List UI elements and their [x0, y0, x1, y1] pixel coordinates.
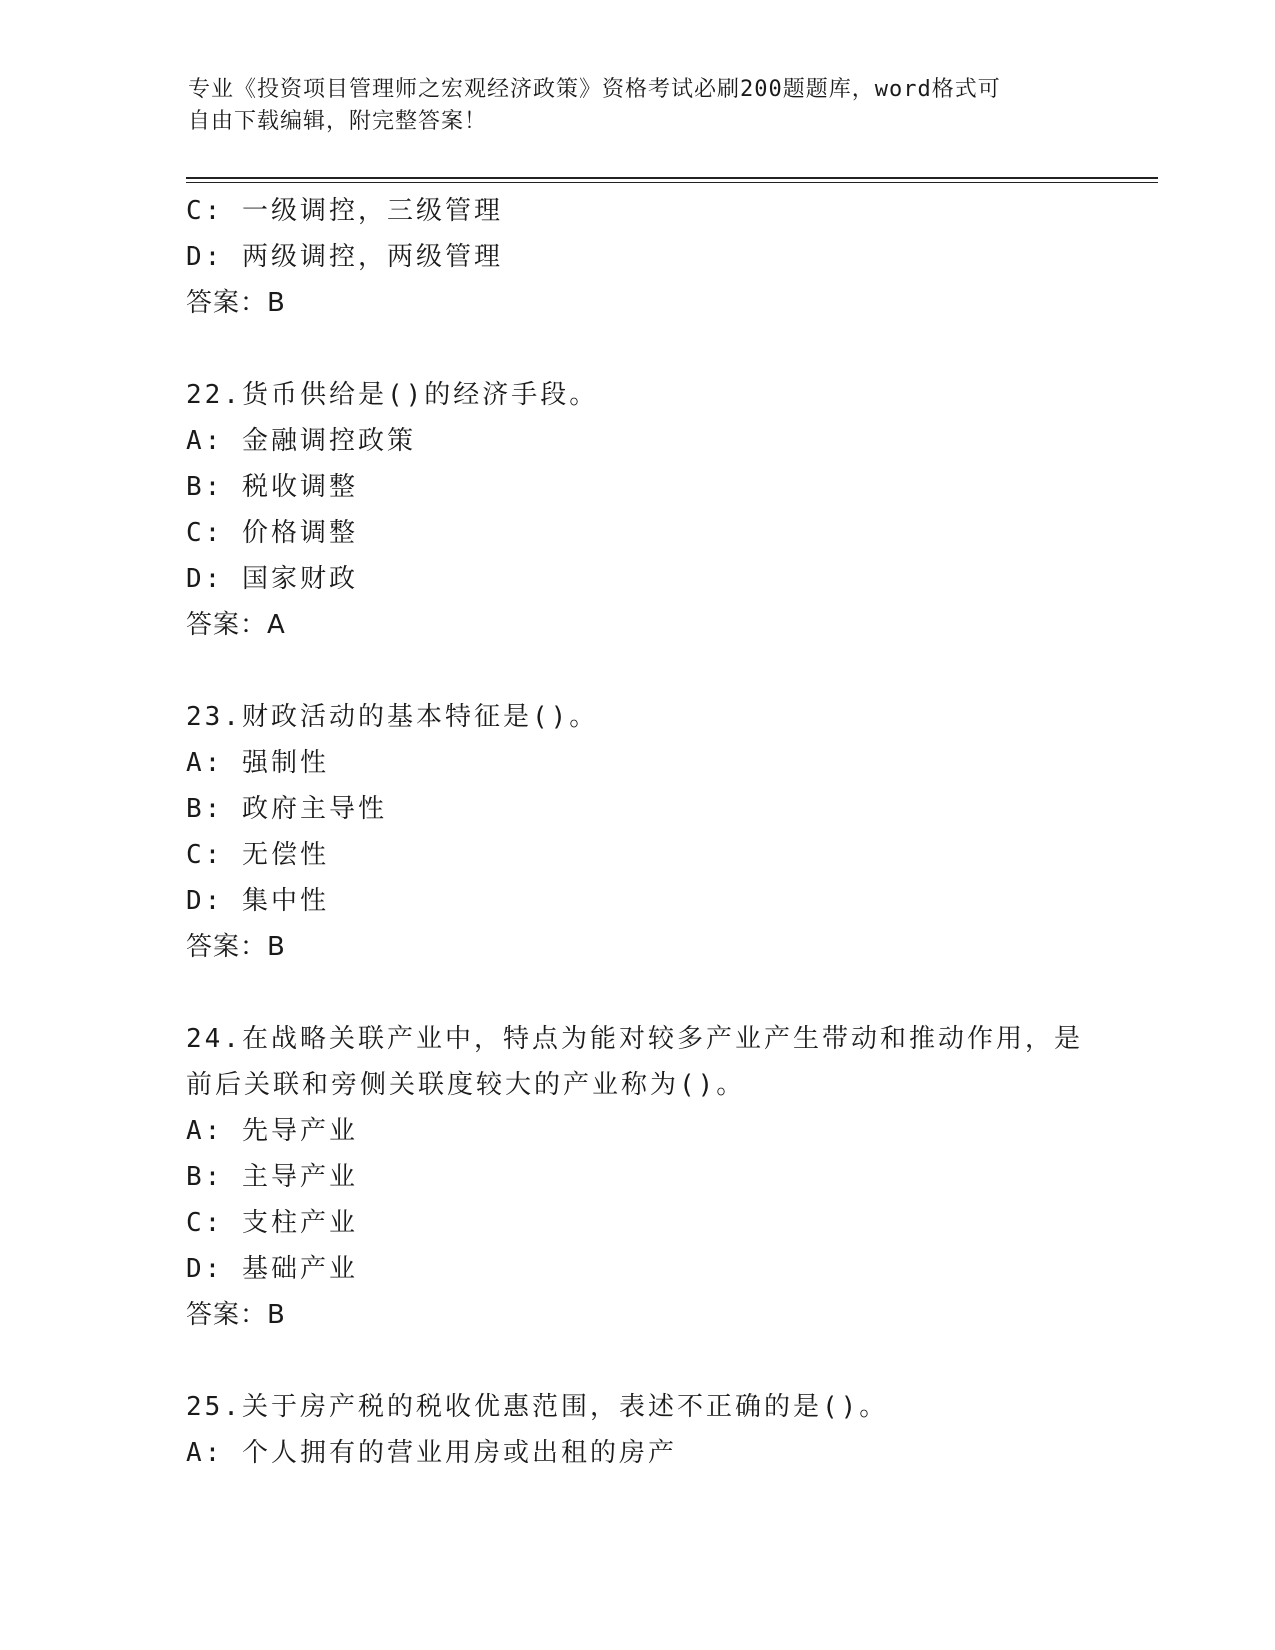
- option: D: 两级调控，两级管理: [186, 242, 503, 272]
- option: B: 政府主导性: [186, 794, 387, 824]
- question-stem: 23.财政活动的基本特征是()。: [186, 702, 599, 732]
- option: C: 无偿性: [186, 840, 329, 870]
- option: C: 支柱产业: [186, 1208, 358, 1238]
- header-line: 专业《投资项目管理师之宏观经济政策》资格考试必刷200题题库，word格式可: [188, 77, 1001, 102]
- question-stem: 25.关于房产税的税收优惠范围，表述不正确的是()。: [186, 1392, 889, 1422]
- document-header: [188, 74, 1068, 138]
- header-rule: [186, 177, 1158, 179]
- question-stem: 22.货币供给是()的经济手段。: [186, 380, 599, 410]
- header-line: 自由下载编辑，附完整答案！: [188, 109, 488, 134]
- option: D: 基础产业: [186, 1254, 358, 1284]
- question-23: [186, 694, 1086, 970]
- option: B: 税收调整: [186, 472, 358, 502]
- question-list: [186, 188, 1086, 1476]
- option: C: 价格调整: [186, 518, 358, 548]
- option: C: 一级调控，三级管理: [186, 196, 503, 226]
- question-22: [186, 372, 1086, 648]
- option: D: 国家财政: [186, 564, 358, 594]
- answer: 答案：A: [186, 610, 286, 640]
- answer: 答案：B: [186, 288, 286, 318]
- answer: 答案：B: [186, 932, 286, 962]
- question-continuation: [186, 188, 1086, 326]
- option: D: 集中性: [186, 886, 329, 916]
- option: A: 个人拥有的营业用房或出租的房产: [186, 1438, 677, 1468]
- question-25: [186, 1384, 1086, 1476]
- option: B: 主导产业: [186, 1162, 358, 1192]
- option: A: 先导产业: [186, 1116, 358, 1146]
- question-24: [186, 1016, 1086, 1338]
- answer: 答案：B: [186, 1300, 286, 1330]
- option: A: 金融调控政策: [186, 426, 416, 456]
- question-stem: 前后关联和旁侧关联度较大的产业称为()。: [186, 1070, 746, 1100]
- question-stem: 24.在战略关联产业中，特点为能对较多产业产生带动和推动作用，是: [186, 1024, 1083, 1054]
- header-rule-thin: [186, 182, 1158, 183]
- option: A: 强制性: [186, 748, 329, 778]
